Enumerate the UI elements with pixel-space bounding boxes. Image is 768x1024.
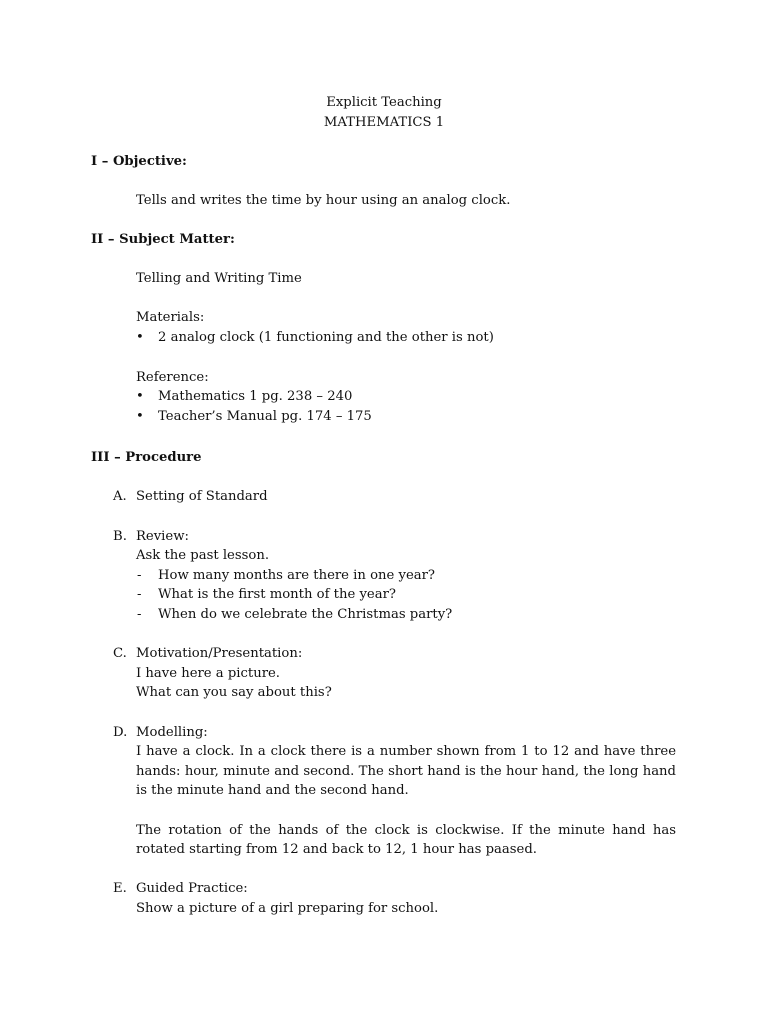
step-title: Motivation/Presentation: [136,646,303,662]
step-letter: A. [113,489,127,504]
step-line: Show a picture of a girl preparing for school. [136,901,439,916]
step-title: Setting of Standard [136,489,268,504]
step-line: What can you say about this? [136,685,332,701]
document-title: Explicit Teaching [326,95,442,110]
objective-text: Tells and writes the time by hour using an analog clock. [136,192,511,208]
review-question: When do we celebrate the Christmas party? [158,607,453,622]
step-title: Guided Practice: [136,881,248,897]
step-letter: B. [113,528,127,544]
document-subtitle: MATHEMATICS 1 [323,114,445,130]
reference-item-text: Teacher’s Manual pg. 174 – 175 [158,409,372,424]
step-title: Review: [136,528,189,544]
step-title: Modelling: [136,724,208,740]
review-question: What is the first month of the year? [158,587,396,603]
subject-topic: Telling and Writing Time [136,271,302,286]
bullet-marker: • [136,389,144,405]
procedure-heading: III – Procedure [91,450,202,465]
review-question: How many months are there in one year? [158,567,435,583]
step-line: Ask the past lesson. [136,548,270,564]
dash-marker: - [137,587,142,603]
modelling-paragraph: The rotation of the hands of the clock is clockwise. If the minute hand has rotated starting from 12 and back to 12, 1 hour has paased. [136,822,676,858]
reference-label: Reference: [136,369,209,385]
step-letter: D. [113,724,128,740]
bullet-marker: • [136,330,144,345]
modelling-paragraph: I have a clock. In a clock there is a number shown from 1 to 12 and have three hands: hour, minute and second. The short hand is the hour hand, the long hand is the minute hand and the second hand. [136,744,676,799]
objective-heading: I – Objective: [91,153,187,169]
step-letter: E. [113,881,127,897]
dash-marker: - [137,607,142,622]
materials-label: Materials: [136,310,205,326]
dash-marker: - [137,567,142,583]
materials-item-text: 2 analog clock (1 functioning and the other is not) [158,330,494,345]
subject-matter-heading: II – Subject Matter: [91,231,235,247]
step-letter: C. [113,646,127,662]
step-line: I have here a picture. [136,665,280,681]
bullet-marker: • [136,409,144,424]
reference-item-text: Mathematics 1 pg. 238 – 240 [158,389,353,405]
